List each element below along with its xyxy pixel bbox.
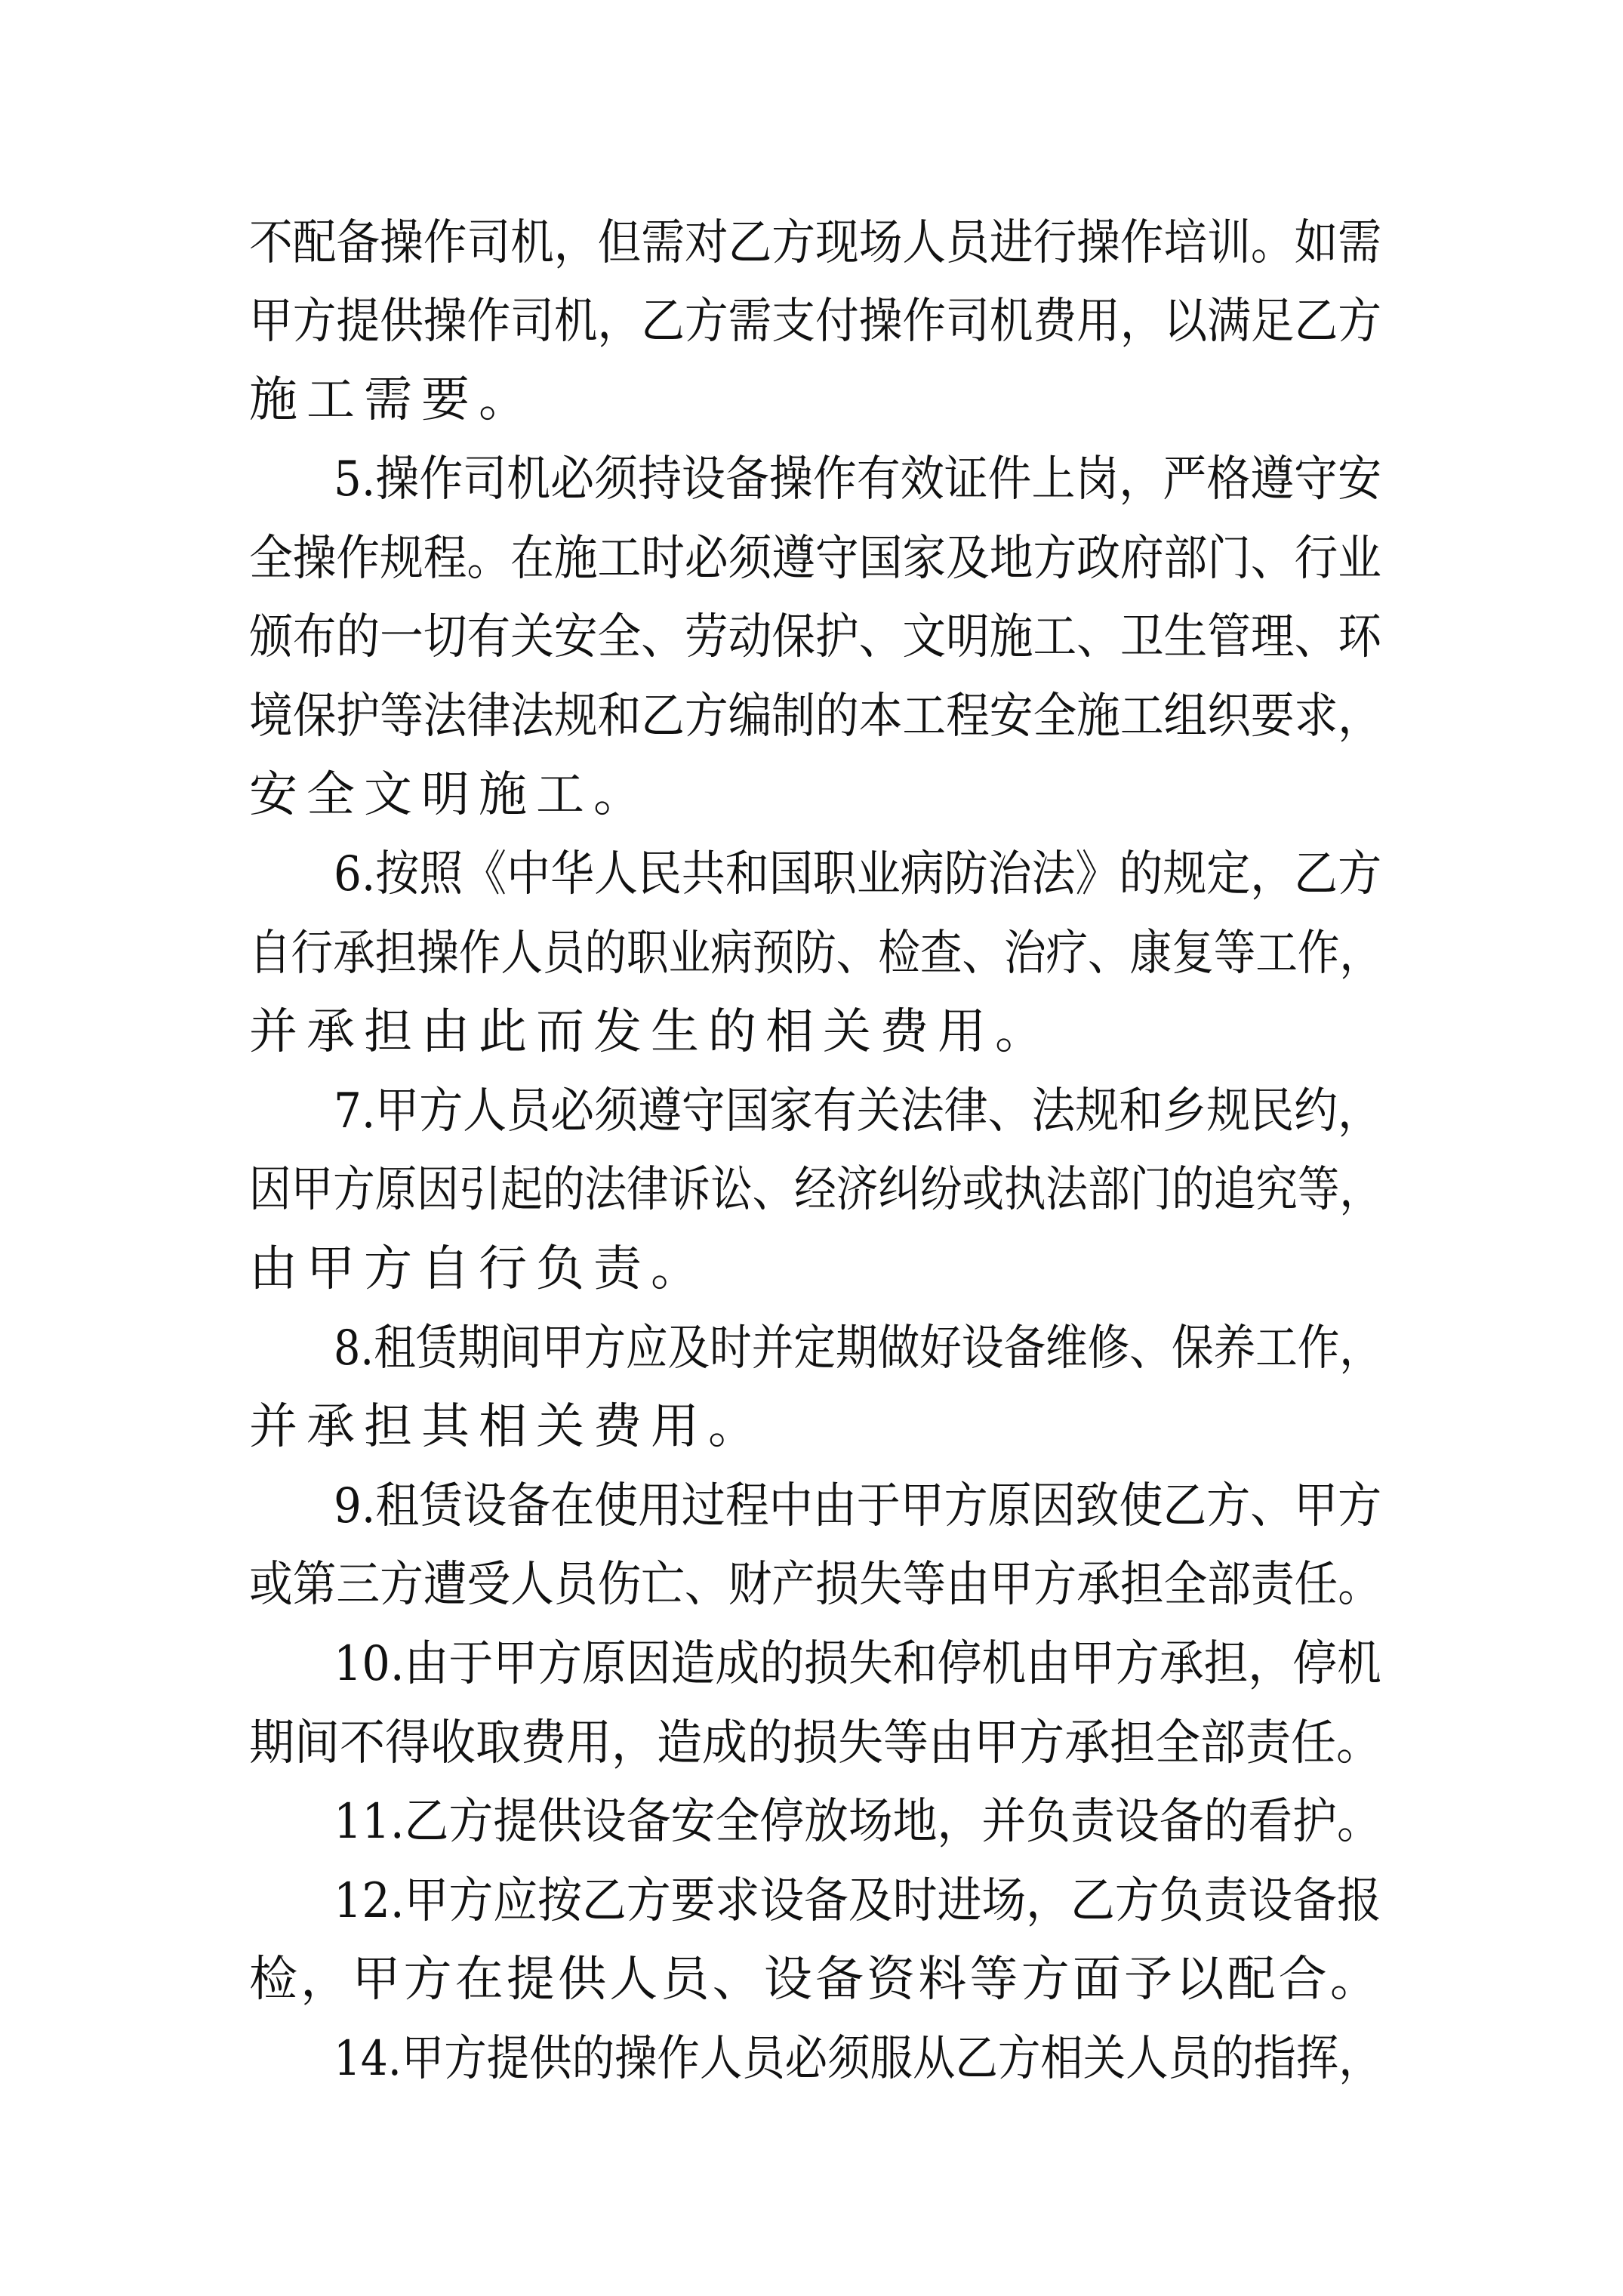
line-text: 并承担由此而发生的相关费用。 [249, 1004, 1052, 1060]
line-text: 10.由于甲方原因造成的损失和停机由甲方承担，停机 [334, 1636, 1381, 1692]
line-text: 施工需要。 [249, 372, 536, 428]
line-text: 期间不得收取费用，造成的损失等由甲方承担全部责任。 [249, 1715, 1381, 1771]
line-text: 14.甲方提供的操作人员必须服从乙方相关人员的指挥， [334, 2031, 1381, 2087]
line-text: 由甲方自行负责。 [249, 1241, 708, 1297]
line-text: 安全文明施工。 [249, 767, 651, 823]
line-text: 颁布的一切有关安全、劳动保护、文明施工、卫生管理、环 [249, 609, 1381, 665]
line-text: 或第三方遭受人员伤亡、财产损失等由甲方承担全部责任。 [249, 1557, 1381, 1613]
line-text: 9.租赁设备在使用过程中由于甲方原因致使乙方、甲方 [334, 1478, 1382, 1534]
line-text: 甲方提供操作司机，乙方需支付操作司机费用，以满足乙方 [249, 294, 1381, 350]
line-text: 8.租赁期间甲方应及时并定期做好设备维修、保养工作， [334, 1321, 1382, 1376]
line-text: 11.乙方提供设备安全停放场地，并负责设备的看护。 [334, 1794, 1381, 1850]
line-text: 7.甲方人员必须遵守国家有关法律、法规和乡规民约， [334, 1083, 1382, 1139]
line-text: 自行承担操作人员的职业病预防、检查、治疗、康复等工作， [249, 926, 1381, 982]
line-text: 检，甲方在提供人员、设备资料等方面予以配合。 [249, 1952, 1381, 2008]
line-text: 不配备操作司机，但需对乙方现场人员进行操作培训。如需 [249, 215, 1381, 271]
line-text: 因甲方原因引起的法律诉讼、经济纠纷或执法部门的追究等， [249, 1162, 1381, 1218]
line-text: 6.按照《中华人民共和国职业病防治法》的规定，乙方 [334, 846, 1382, 902]
line-text: 并承担其相关费用。 [249, 1399, 765, 1455]
line-text: 12.甲方应按乙方要求设备及时进场，乙方负责设备报 [334, 1873, 1381, 1929]
line-text: 全操作规程。在施工时必须遵守国家及地方政府部门、行业 [249, 531, 1381, 587]
line-text: 境保护等法律法规和乙方编制的本工程安全施工组织要求， [249, 689, 1381, 744]
line-text: 5.操作司机必须持设备操作有效证件上岗，严格遵守安 [334, 451, 1382, 507]
